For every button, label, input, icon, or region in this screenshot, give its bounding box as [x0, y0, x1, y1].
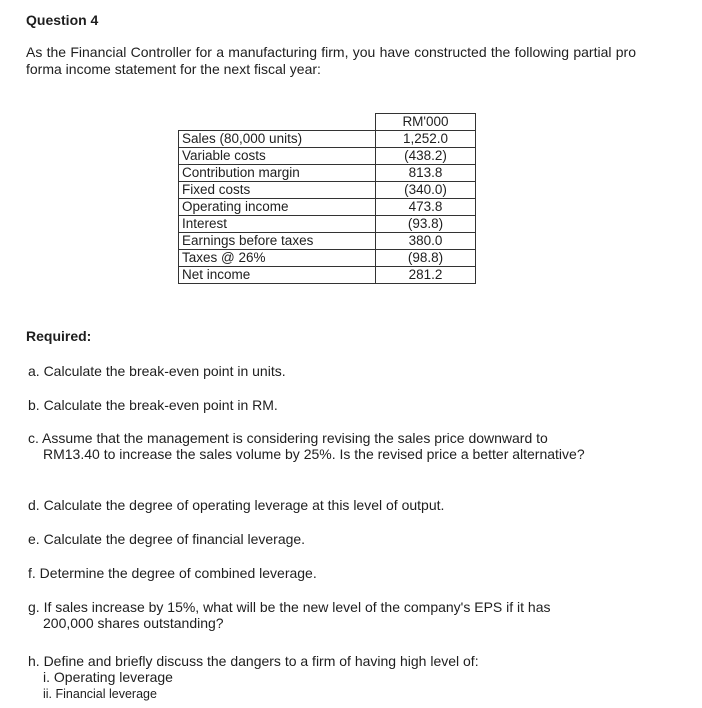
table-row — [179, 250, 476, 267]
question-b: b. Calculate the break-even point in RM. — [28, 397, 278, 413]
table-row — [179, 148, 476, 165]
required-heading: Required: — [26, 328, 92, 344]
question-h-i: i. Operating leverage — [43, 669, 173, 685]
table-header-row — [179, 114, 476, 131]
row-value: 380.0 — [376, 233, 476, 250]
row-label: Net income — [179, 267, 376, 284]
row-value: (438.2) — [376, 148, 476, 165]
row-value: (340.0) — [376, 182, 476, 199]
row-label: Operating income — [179, 199, 376, 216]
row-value: (98.8) — [376, 250, 476, 267]
question-g-line1: g. If sales increase by 15%, what will be the new level of the company's EPS if it has — [28, 599, 551, 615]
question-h: h. Define and briefly discuss the dangers to a firm of having high level of: — [28, 653, 479, 669]
question-f: f. Determine the degree of combined leverage. — [28, 565, 317, 581]
row-value: 281.2 — [376, 267, 476, 284]
row-value: 473.8 — [376, 199, 476, 216]
header-currency-cell: RM'000 — [376, 114, 476, 131]
row-label: Fixed costs — [179, 182, 376, 199]
intro-paragraph: As the Financial Controller for a manufacturing firm, you have constructed the following partial pro forma income statement for the next fiscal year: — [26, 44, 636, 77]
question-c-line2: RM13.40 to increase the sales volume by 25%. Is the revised price a better alternative? — [43, 446, 585, 462]
row-label: Sales (80,000 units) — [179, 131, 376, 148]
table-row — [179, 233, 476, 250]
row-label: Taxes @ 26% — [179, 250, 376, 267]
table-row — [179, 199, 476, 216]
table-row — [179, 267, 476, 284]
row-value: 1,252.0 — [376, 131, 476, 148]
table-row — [179, 182, 476, 199]
question-title: Question 4 — [26, 12, 99, 28]
table-row — [179, 131, 476, 148]
question-c-line1: c. Assume that the management is considering revising the sales price downward to — [28, 430, 548, 446]
question-e: e. Calculate the degree of financial leverage. — [28, 531, 306, 547]
table-row — [179, 216, 476, 233]
question-a: a. Calculate the break-even point in units. — [28, 363, 286, 379]
row-label: Interest — [179, 216, 376, 233]
table-row — [179, 165, 476, 182]
question-h-ii: ii. Financial leverage — [43, 687, 157, 701]
question-d: d. Calculate the degree of operating leverage at this level of output. — [28, 497, 445, 513]
header-blank-cell — [179, 114, 376, 131]
row-value: 813.8 — [376, 165, 476, 182]
row-value: (93.8) — [376, 216, 476, 233]
row-label: Earnings before taxes — [179, 233, 376, 250]
row-label: Contribution margin — [179, 165, 376, 182]
question-g-line2: 200,000 shares outstanding? — [43, 615, 224, 631]
row-label: Variable costs — [179, 148, 376, 165]
income-statement-table — [178, 113, 476, 284]
